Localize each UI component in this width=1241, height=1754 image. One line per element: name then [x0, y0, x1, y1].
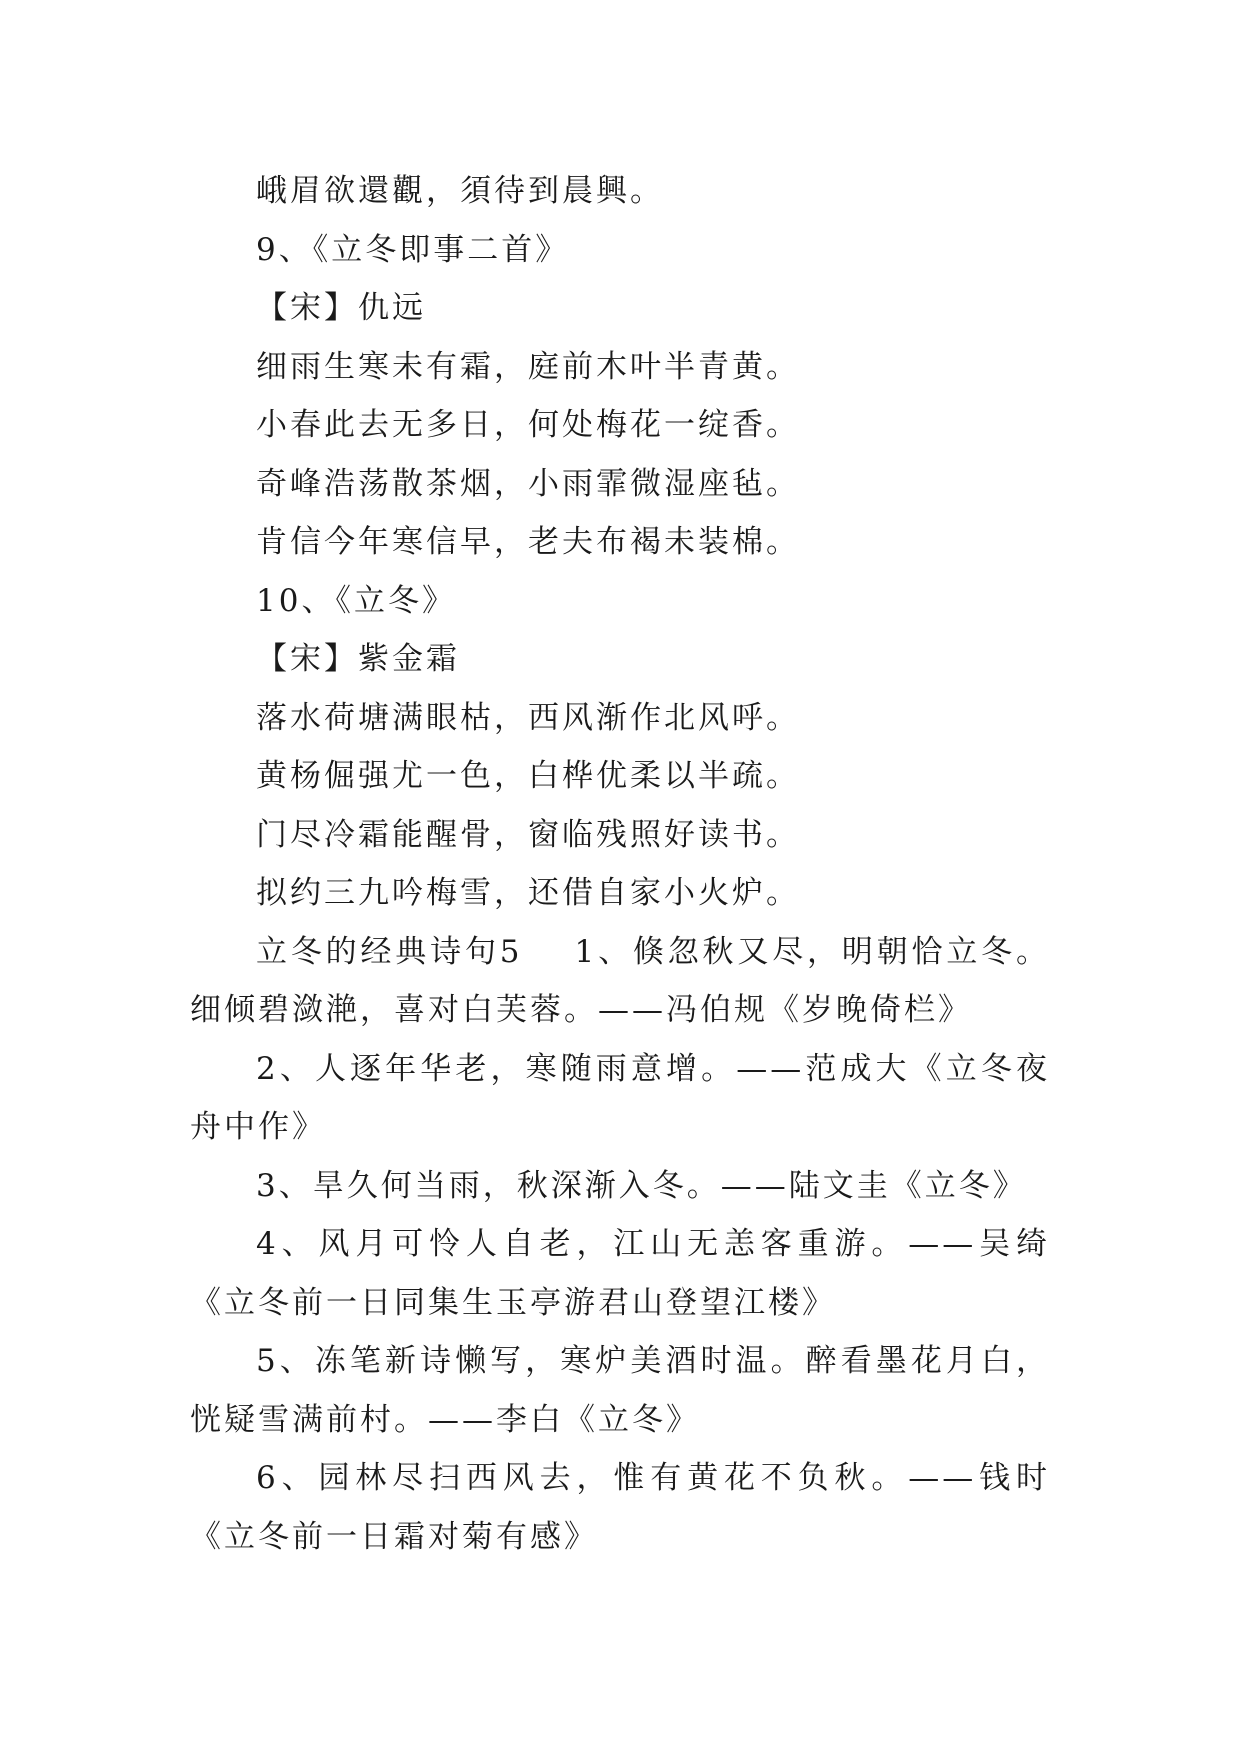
quote-paragraph: 6、园林尽扫西风去，惟有黄花不负秋。——钱时《立冬前一日霜对菊有感》	[190, 1460, 1050, 1555]
poem-line: 黄杨倔强尤一色，白桦优柔以半疏。	[256, 758, 800, 794]
quote-paragraph: 2、人逐年华老，寒随雨意增。——范成大《立冬夜舟中作》	[190, 1050, 1050, 1145]
poem-line: 峨眉欲還觀，須待到晨興。	[256, 173, 664, 209]
quote-text: 1、倏忽秋又尽，明朝恰立冬。细倾碧潋滟，喜对白芙蓉。——冯伯规《岁晚倚栏》	[190, 933, 1050, 1028]
poem-author: 【宋】仇远	[256, 290, 426, 326]
poem-line: 小春此去无多日，何处梅花一绽香。	[256, 407, 800, 443]
poem-author: 【宋】紫金霜	[256, 641, 460, 677]
poem-line: 拟约三九吟梅雪，还借自家小火炉。	[256, 875, 800, 911]
poem-line: 门尽冷霜能醒骨，窗临残照好读书。	[256, 816, 800, 853]
section-heading: 立冬的经典诗句5	[256, 933, 523, 970]
quote-paragraph: 5、冻笔新诗懒写，寒炉美酒时温。醉看墨花月白，恍疑雪满前村。——李白《立冬》	[190, 1343, 1050, 1438]
poem-title: 10、《立冬》	[256, 582, 456, 619]
poem-line: 落水荷塘满眼枯，西风渐作北风呼。	[256, 699, 800, 736]
poem-line: 肯信今年寒信早，老夫布褐未装棉。	[256, 524, 800, 560]
poem-line: 细雨生寒未有霜，庭前木叶半青黄。	[256, 348, 800, 385]
quote-paragraph: 3、旱久何当雨，秋深渐入冬。——陆文圭《立冬》	[256, 1167, 1027, 1204]
poem-title: 9、《立冬即事二首》	[256, 231, 570, 268]
quote-paragraph: 4、风月可怜人自老，江山无恙客重游。——吴绮《立冬前一日同集生玉亭游君山登望江楼》	[190, 1226, 1050, 1321]
quote-paragraph	[190, 923, 1050, 1040]
poem-line: 奇峰浩荡散茶烟，小雨霏微湿座毡。	[256, 465, 800, 502]
document-page	[190, 162, 1050, 1566]
